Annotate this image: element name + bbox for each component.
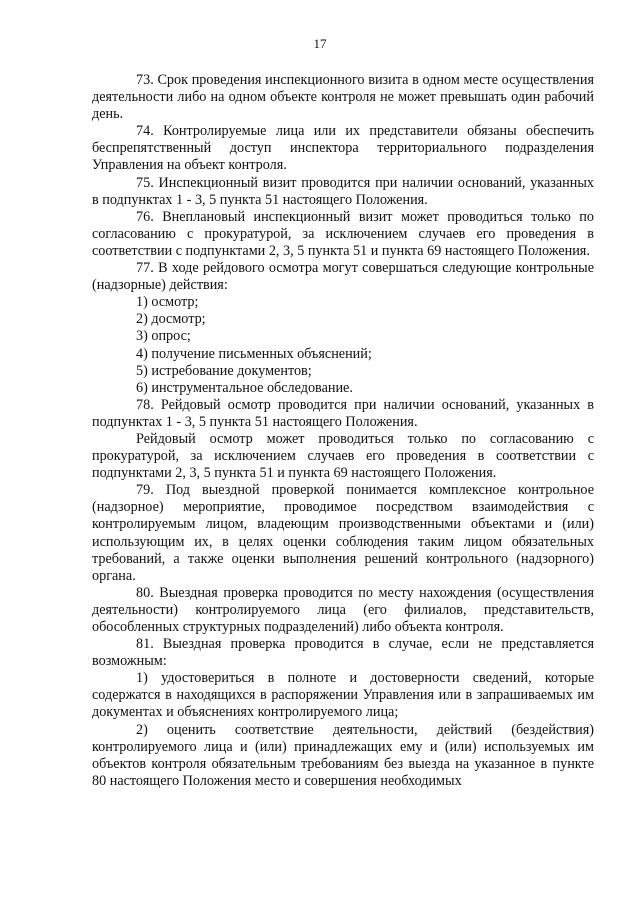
document-body [92, 72, 594, 790]
list-item: 3) опрос; [136, 328, 191, 345]
list-item: 2) досмотр; [136, 311, 206, 328]
list-item: 1) осмотр; [136, 294, 199, 311]
list-item: 1) удостовериться в полноте и достоверности сведений, которые содержатся в находящихся в распоряжении Управления или в запрашиваемых им документах и объяснениях контролируемого лица; [92, 670, 594, 721]
paragraph-75: 75. Инспекционный визит проводится при наличии оснований, указанных в подпунктах 1 - 3, 5 пункта 51 настоящего Положения. [92, 174, 594, 208]
paragraph-77: 77. В ходе рейдового осмотра могут совершаться следующие контрольные (надзорные) действия: [92, 260, 594, 294]
paragraph-78: 78. Рейдовый осмотр проводится при наличии оснований, указанных в подпунктах 1 - 3, 5 пункта 51 настоящего Положения. [92, 396, 594, 430]
list-item: 4) получение письменных объяснений; [136, 345, 372, 362]
page-number: 17 [313, 36, 327, 51]
paragraph-81: 81. Выездная проверка проводится в случае, если не представляется возможным: [92, 636, 594, 670]
list-item: 6) инструментальное обследование. [136, 379, 353, 396]
paragraph-74: 74. Контролируемые лица или их представители обязаны обеспечить беспрепятственный доступ инспектора территориального подразделения Управления на объект контроля. [92, 123, 594, 174]
paragraph-78-continuation: Рейдовый осмотр может проводиться только по согласованию с прокуратурой, за исключением случаев его проведения в соответствии с подпунктами 2, 3, 5 пункта 51 и пункта 69 настоящего Положения. [92, 430, 594, 482]
paragraph-80: 80. Выездная проверка проводится по месту нахождения (осуществления деятельности) контролируемого лица (его филиалов, представительств, обособленных структурных подразделений) либо объекта контроля. [92, 584, 594, 635]
paragraph-79: 79. Под выездной проверкой понимается комплексное контрольное (надзорное) мероприятие, проводимое посредством взаимодействия с контролируемым лицом, владеющим производственными объектами и (или) использующим их, в целях оценки соблюдения таким лицом обязательных требований, а также оценки выполнения решений контрольного (надзорного) органа. [92, 482, 594, 584]
paragraph-73: 73. Срок проведения инспекционного визита в одном месте осуществления деятельности либо на одном объекте контроля не может превышать один рабочий день. [92, 72, 594, 123]
paragraph-76: 76. Внеплановый инспекционный визит может проводиться только по согласованию с прокуратурой, за исключением случаев его проведения в соответствии с подпунктами 2, 3, 5 пункта 51 и пункта 69 настоящего Положения. [92, 208, 594, 259]
list-item: 2) оценить соответствие деятельности, действий (бездействия) контролируемого лица и (или) принадлежащих ему и (или) используемых им объектов контроля обязательным требованиям без выезда на указанное в пункте 80 настоящего Положения место и совершения необходимых [92, 721, 594, 789]
list-item: 5) истребование документов; [136, 362, 312, 379]
